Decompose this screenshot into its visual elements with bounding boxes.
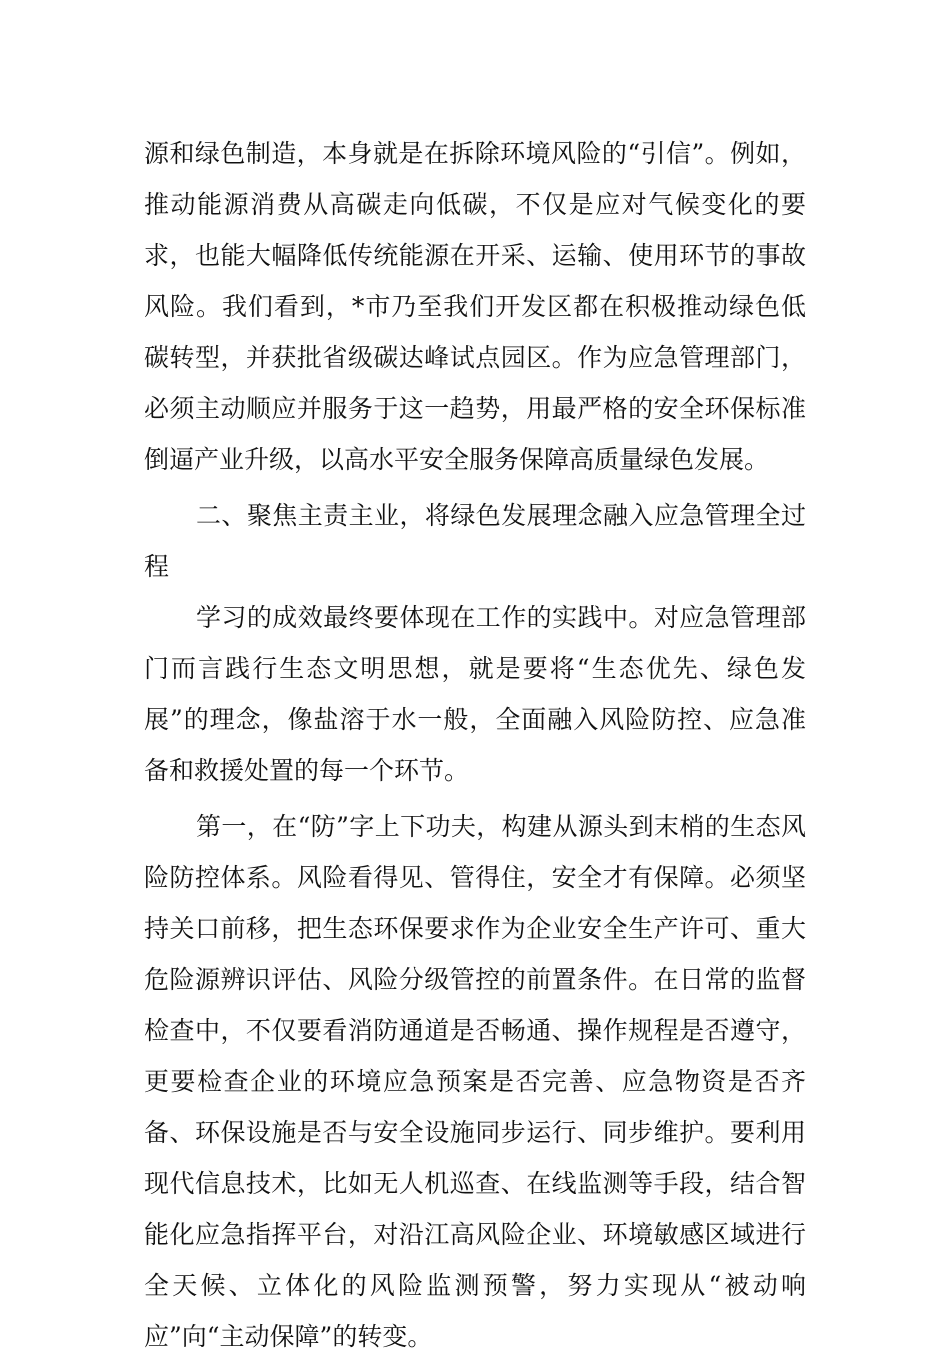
document-body xyxy=(144,128,806,1362)
paragraph-practice-intro: 学习的成效最终要体现在工作的实践中。对应急管理部门而言践行生态文明思想，就是要将“生态优先、绿色发展”的理念，像盐溶于水一般，全面融入风险防控、应急准备和救援处置的每一个环节。 xyxy=(144,603,806,785)
paragraph-continuation: 源和绿色制造，本身就是在拆除环境风险的“引信”。例如，推动能源消费从高碳走向低碳，不仅是应对气候变化的要求，也能大幅降低传统能源在开采、运输、使用环节的事故风险。我们看到，*市乃至我们开发区都在积极推动绿色低碳转型，并获批省级碳达峰试点园区。作为应急管理部门，必须主动顺应并服务于这一趋势，用最严格的安全环保标准倒逼产业升级，以高水平安全服务保障高质量绿色发展。 xyxy=(144,139,806,474)
section-heading: 二、聚焦主责主业，将绿色发展理念融入应急管理全过程 xyxy=(144,501,806,581)
paragraph-prevention: 第一，在“防”字上下功夫，构建从源头到末梢的生态风险防控体系。风险看得见、管得住，安全才有保障。必须坚持关口前移，把生态环保要求作为企业安全生产许可、重大危险源辨识评估、风险分级管控的前置条件。在日常的监督检查中，不仅要看消防通道是否畅通、操作规程是否遵守，更要检查企业的环境应急预案是否完善、应急物资是否齐备、环保设施是否与安全设施同步运行、同步维护。要利用现代信息技术，比如无人机巡查、在线监测等手段，结合智能化应急指挥平台，对沿江高风险企业、环境敏感区域进行全天候、立体化的风险监测预警，努力实现从“被动响应”向“主动保障”的转变。 xyxy=(144,812,806,1351)
